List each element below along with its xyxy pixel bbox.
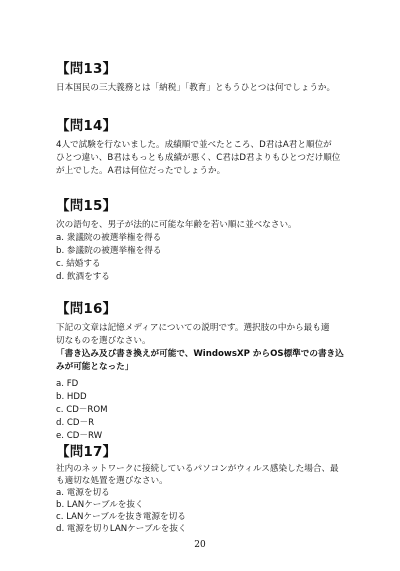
question-15-title: 【問15】 — [56, 198, 117, 214]
question-17-option-c: c. LANケーブルを抜き電源を切る — [56, 512, 186, 522]
question-16-option-b: b. HDD — [56, 392, 87, 402]
question-14-line-1: 4人で試験を行ないました。成績順で並べたところ、D君はA君と順位が — [56, 140, 332, 150]
question-13-title: 【問13】 — [56, 61, 117, 77]
question-16-option-d: d. CD－R — [56, 418, 95, 428]
question-17-option-d: d. 電源を切りLANケーブルを抜く — [56, 524, 187, 534]
question-17-option-a: a. 電源を切る — [56, 488, 110, 498]
question-15-line-1: 次の語句を、男子が法的に可能な年齢を若い順に並べなさい。 — [56, 220, 297, 230]
question-16-line-2: 切なものを選びなさい。 — [56, 336, 151, 346]
question-16-option-a: a. FD — [56, 379, 79, 389]
question-14-title: 【問14】 — [56, 118, 117, 134]
page-number: 20 — [194, 540, 206, 550]
question-13-text: 日本国民の三大義務とは「納税」「教育」ともうひとつは何でしょうか。 — [56, 83, 336, 93]
question-15-option-d: d. 飲酒をする — [56, 272, 110, 282]
question-17-line-2: も適切な処置を選びなさい。 — [56, 476, 168, 486]
question-16-quote-line-1: 「書き込み及び書き換えが可能で、WindowsXP からOS標準での書き込 — [56, 349, 344, 359]
question-17-title: 【問17】 — [56, 444, 117, 460]
question-15-option-b: b. 参議院の被選挙権を得る — [56, 246, 162, 256]
question-16-line-1: 下記の文章は記憶メディアについての説明です。選択肢の中から最も適 — [56, 323, 330, 333]
question-15-option-a: a. 衆議院の被選挙権を得る — [56, 233, 162, 243]
question-14-line-3: が上でした。A君は何位だったでしょうか。 — [56, 166, 226, 176]
question-16-quote-line-2: みが可能となった」 — [56, 362, 134, 372]
question-14-line-2: ひとつ違い、B君はもっとも成績が悪く、C君はD君よりもひとつだけ順位 — [56, 153, 341, 163]
question-16-option-c: c. CD－ROM — [56, 405, 108, 415]
question-16-option-e: e. CD－RW — [56, 431, 103, 441]
question-17-line-1: 社内のネットワークに接続しているパソコンがウィルス感染した場合、最 — [56, 464, 339, 474]
question-17-option-b: b. LANケーブルを抜く — [56, 500, 144, 510]
question-16-title: 【問16】 — [56, 301, 117, 317]
question-15-option-c: c. 結婚する — [56, 259, 101, 269]
